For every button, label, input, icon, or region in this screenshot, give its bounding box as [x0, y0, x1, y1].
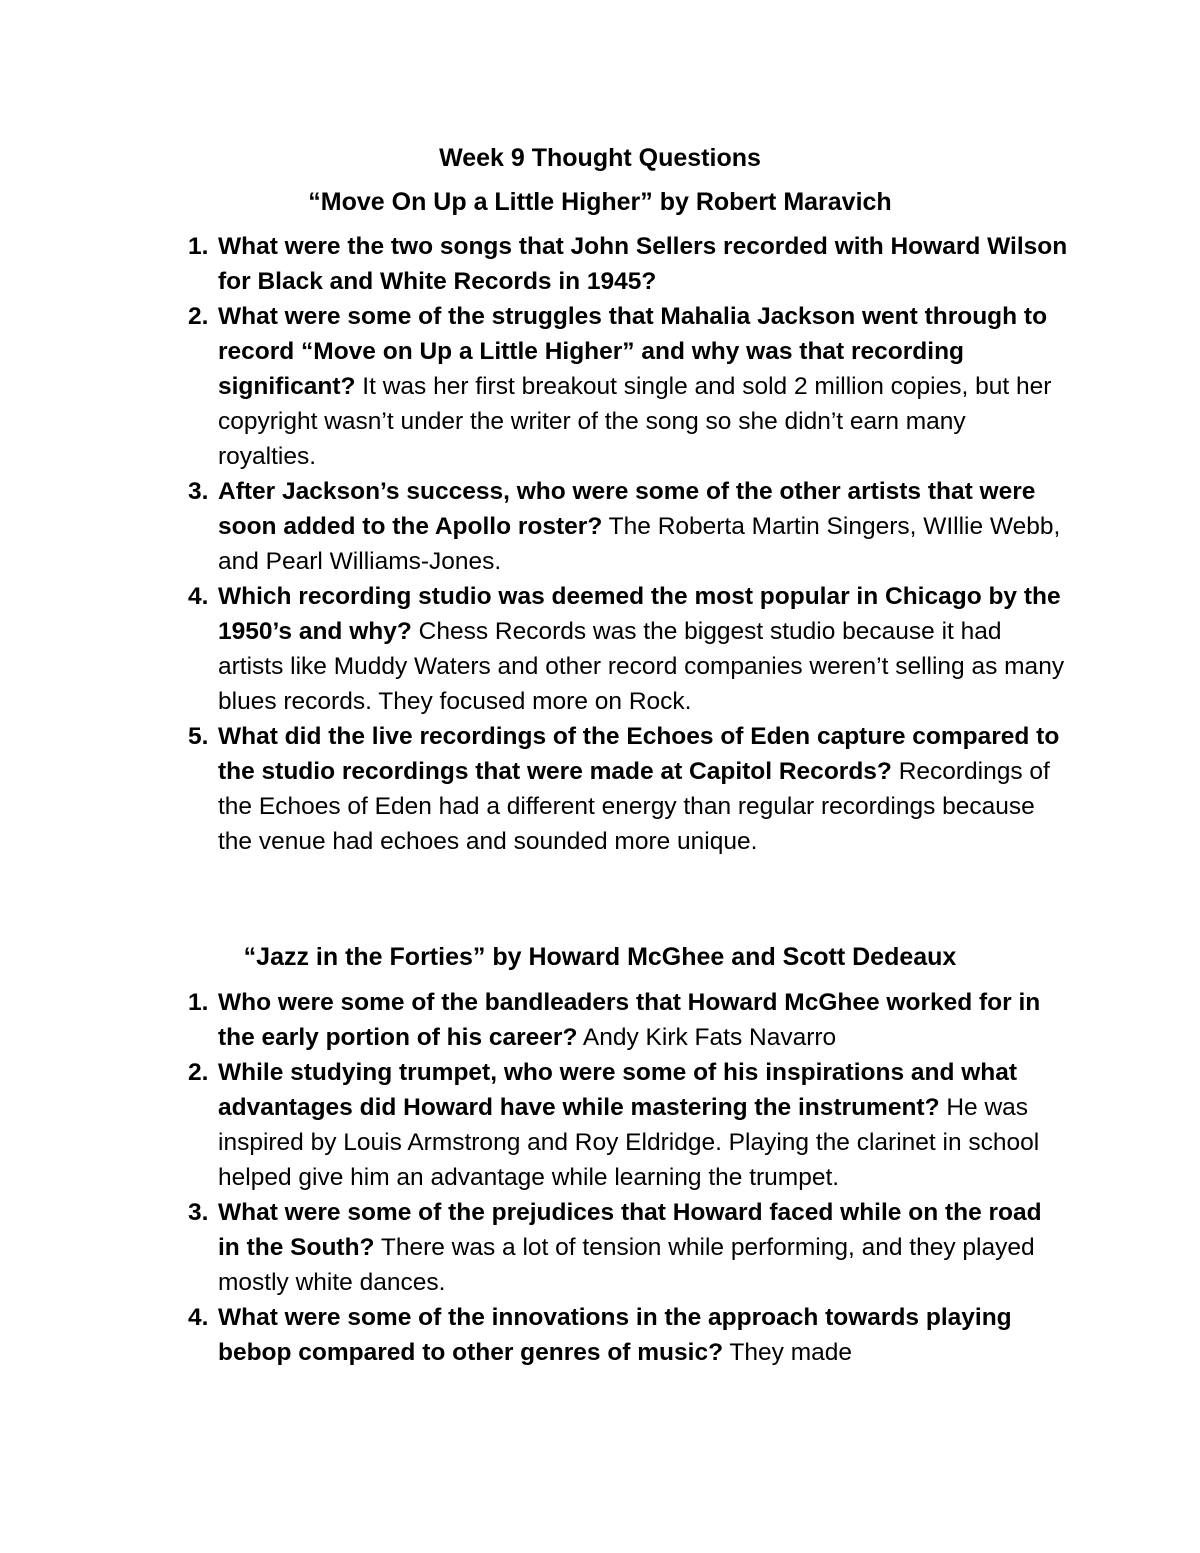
question-text: After Jackson’s success, who were some of the other artists that were soon added to the Apollo roster?	[218, 478, 1036, 540]
answer-text: Andy Kirk Fats Navarro	[582, 1024, 837, 1051]
question-item	[188, 1300, 1068, 1370]
question-number: 2.	[188, 303, 209, 330]
question-number: 3.	[188, 478, 209, 505]
answer-text: There was a lot of tension while performing, and they played mostly white dances.	[218, 1234, 1035, 1296]
answer-text: Chess Records was the biggest studio because it had artists like Muddy Waters and other record companies weren’t selling as many blues records. They focused more on Rock.	[218, 618, 1065, 715]
question-item	[188, 579, 1068, 719]
question-item	[188, 1195, 1068, 1300]
question-number: 5.	[188, 723, 209, 750]
question-text: What were some of the struggles that Mahalia Jackson went through to record “Move on Up a Little Higher” and why was that recording significant?	[218, 303, 1048, 400]
question-number: 4.	[188, 583, 209, 610]
question-text: While studying trumpet, who were some of his inspirations and what advantages did Howard have while mastering the instrument?	[218, 1059, 1018, 1121]
question-text: What were some of the innovations in the approach towards playing bebop compared to other genres of music?	[218, 1304, 1012, 1366]
question-number: 2.	[188, 1059, 209, 1086]
question-number: 1.	[188, 233, 209, 260]
question-number: 1.	[188, 989, 209, 1016]
question-list	[188, 229, 1068, 859]
question-number: 4.	[188, 1304, 209, 1331]
section-title: “Move On Up a Little Higher” by Robert Maravich	[308, 188, 892, 216]
question-list	[188, 985, 1068, 1370]
question-text: What were the two songs that John Sellers recorded with Howard Wilson for Black and White Records in 1945?	[218, 233, 1068, 295]
question-text: What were some of the prejudices that Howard faced while on the road in the South?	[218, 1199, 1042, 1261]
answer-text: It was her first breakout single and sold 2 million copies, but her copyright wasn’t under the writer of the song so she didn’t earn many royalties.	[218, 373, 1052, 470]
question-number: 3.	[188, 1199, 209, 1226]
document-title: Week 9 Thought Questions	[439, 144, 761, 172]
question-text: Which recording studio was deemed the most popular in Chicago by the 1950’s and why?	[218, 583, 1061, 645]
question-item	[188, 1055, 1068, 1195]
answer-text: He was inspired by Louis Armstrong and Roy Eldridge. Playing the clarinet in school helped give him an advantage while learning the trumpet.	[218, 1094, 1040, 1191]
answer-text: The Roberta Martin Singers, WIllie Webb, and Pearl Williams-Jones.	[218, 513, 1061, 575]
answer-text: Recordings of the Echoes of Eden had a different energy than regular recordings because the venue had echoes and sounded more unique.	[218, 758, 1050, 855]
question-item	[188, 229, 1068, 299]
question-text: Who were some of the bandleaders that Howard McGhee worked for in the early portion of his career?	[218, 989, 1041, 1051]
question-item	[188, 474, 1068, 579]
answer-text: They made	[729, 1339, 852, 1366]
question-item	[188, 299, 1068, 474]
question-text: What did the live recordings of the Echoes of Eden capture compared to the studio recordings that were made at Capitol Records?	[218, 723, 1060, 785]
question-item	[188, 985, 1068, 1055]
section-title: “Jazz in the Forties” by Howard McGhee and Scott Dedeaux	[243, 943, 957, 971]
question-item	[188, 719, 1068, 859]
